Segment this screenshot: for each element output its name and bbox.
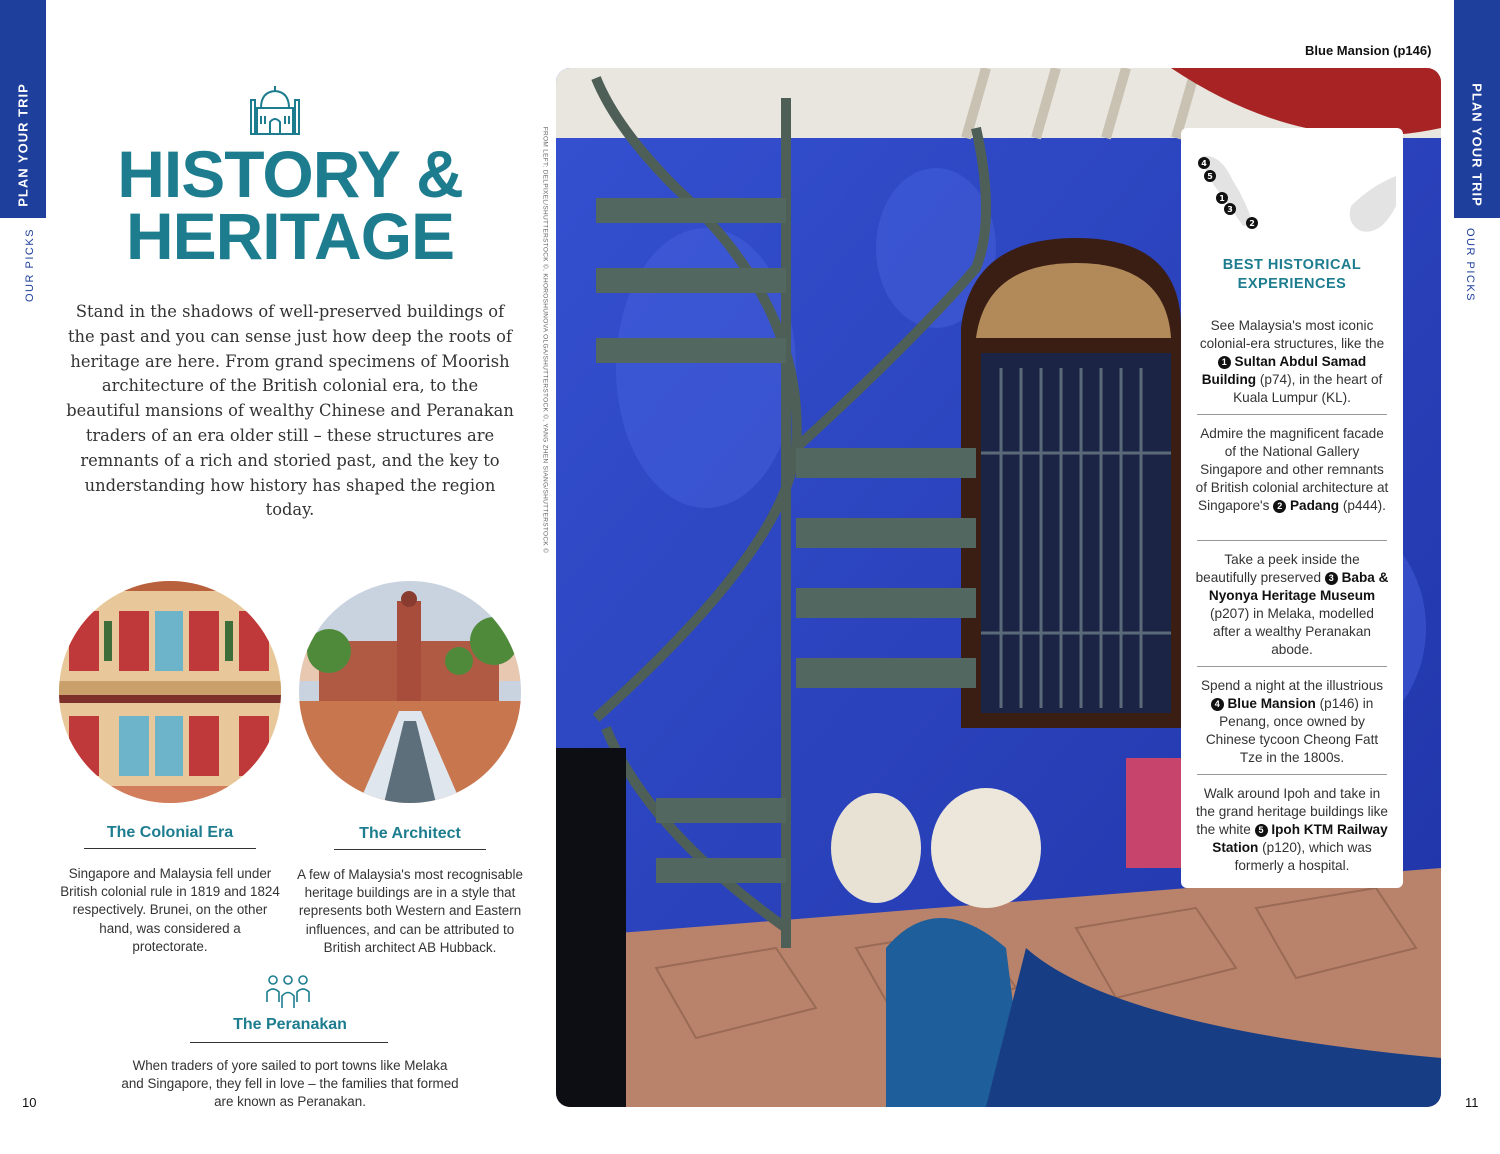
number-marker: 1 [1218, 356, 1231, 369]
page-title-line2: HERITAGE [125, 199, 455, 273]
map-marker: 2 [1249, 219, 1255, 228]
place-name: Padang [1289, 498, 1340, 514]
feature-body-architect: A few of Malaysia's most recognisable heritage buildings are in a style that represents both Western and Eastern influences, and can be attributed to British architect AB Hubback. [297, 867, 523, 955]
map-marker: 5 [1207, 172, 1213, 181]
feature-heading-architect: The Architect [359, 825, 461, 842]
subsection-label-right: OUR PICKS [1464, 227, 1476, 303]
experience-item: Walk around Ipoh and take in the grand heritage buildings like the white 5 Ipoh KTM Railway Station (p120), which was formerly a hospital. [1196, 786, 1388, 874]
subsection-label-left: OUR PICKS [24, 227, 36, 303]
page-title-line1: HISTORY & [117, 137, 463, 211]
page-number-right: 11 [1465, 1095, 1479, 1110]
section-tab-label-left: PLAN YOUR TRIP [15, 83, 31, 207]
mosque-icon [247, 82, 303, 138]
item-divider [1197, 540, 1387, 541]
photo-credit: FROM LEFT: DELPIXEL/SHUTTERSTOCK ©, KHOROSHUNOVA OLGA/SHUTTERSTOCK ©, YANG ZHEN SIANG/SHUTTERSTOCK © [541, 126, 549, 554]
experience-item: See Malaysia's most iconic colonial-era structures, like the 1 Sultan Abdul Samad Building (p74), in the heart of Kuala Lumpur (KL). [1199, 318, 1385, 406]
feature-divider [334, 849, 486, 850]
feature-body-peranakan: When traders of yore sailed to port towns like Melaka and Singapore, they fell in love – the families that formed are known as Peranakan. [121, 1058, 459, 1110]
number-marker: 3 [1325, 572, 1338, 585]
region-map [1191, 146, 1401, 236]
place-name: Baba & Nyonya Heritage Museum [1208, 570, 1389, 604]
section-tab-label-right: PLAN YOUR TRIP [1469, 83, 1485, 207]
number-marker: 2 [1273, 500, 1286, 513]
map-marker: 4 [1201, 159, 1207, 168]
place-name: Blue Mansion [1227, 696, 1316, 712]
experience-item: Spend a night at the illustrious 4 Blue Mansion (p146) in Penang, once owned by Chinese tycoon Cheong Fatt Tze in the 1800s. [1200, 678, 1384, 766]
photo-caption: Blue Mansion (p146) [1305, 43, 1432, 58]
feature-heading-colonial: The Colonial Era [106, 824, 234, 841]
feature-divider [84, 848, 256, 849]
feature-body-colonial: Singapore and Malaysia fell under British colonial rule in 1819 and 1824 respectively. Brunei, on the other hand, was considered a protectorate. [60, 866, 280, 954]
intro-paragraph: Stand in the shadows of well-preserved buildings of the past and you can sense just how deep the roots of heritage are here. From grand specimens of Moorish architecture of the British colonial era, to the beautiful mansions of wealthy Chinese and Peranakan traders of an era older still – these structures are remnants of a rich and storied past, and the key to understanding how history has shaped the region today. [66, 302, 514, 520]
sultan-building-photo [299, 581, 521, 803]
place-name: Ipoh KTM Railway Station [1212, 822, 1388, 856]
experience-item: Take a peek inside the beautifully preserved 3 Baba & Nyonya Heritage Museum (p207) in Melaka, modelled after a wealthy Peranakan abode. [1195, 552, 1389, 658]
shophouse-photo [59, 581, 281, 803]
best-experiences-panel [1181, 128, 1403, 888]
map-marker: 1 [1219, 194, 1225, 203]
number-marker: 5 [1255, 824, 1268, 837]
item-divider [1197, 774, 1387, 775]
page-number-left: 10 [22, 1095, 37, 1110]
item-divider [1197, 414, 1387, 415]
item-divider [1197, 666, 1387, 667]
feature-divider [190, 1042, 388, 1043]
people-icon [265, 974, 311, 1010]
feature-heading-peranakan: The Peranakan [233, 1016, 347, 1033]
panel-heading: BEST HISTORICAL EXPERIENCES [1222, 257, 1362, 292]
number-marker: 4 [1211, 698, 1224, 711]
experience-item: Admire the magnificent facade of the National Gallery Singapore and other remnants of British colonial architecture at Singapore's 2 Padang (p444). [1195, 426, 1389, 514]
place-name: Sultan Abdul Samad Building [1201, 354, 1367, 388]
map-marker: 3 [1227, 205, 1233, 214]
